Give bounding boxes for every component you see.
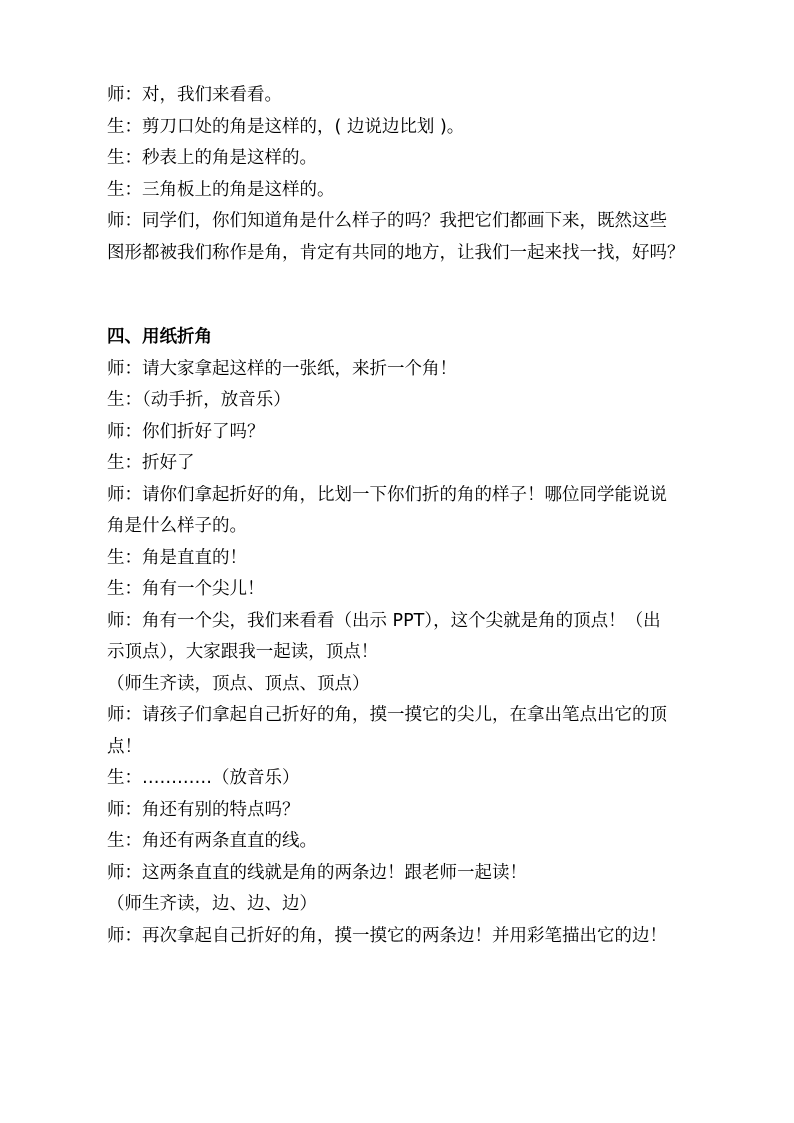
dialogue-line: 生：剪刀口处的角是这样的，( 边说边比划 )。 xyxy=(107,116,465,137)
dialogue-line: 生：（动手折，放音乐） xyxy=(107,390,291,410)
dialogue-line: 点！ xyxy=(107,736,142,757)
dialogue-line: 生：…………（放音乐） xyxy=(107,768,300,788)
dialogue-line: 师：你们折好了吗？ xyxy=(107,421,265,442)
dialogue-line: 师：对，我们来看看。 xyxy=(107,85,282,105)
dialogue-line: 角是什么样子的。 xyxy=(107,516,247,536)
dialogue-line: 师：同学们，你们知道角是什么样子的吗？我把它们都画下来，既然这些 xyxy=(107,211,667,231)
dialogue-line: 师：这两条直直的线就是角的两条边！跟老师一起读！ xyxy=(107,862,527,883)
section-spacer xyxy=(107,269,717,322)
dialogue-line: 师：请大家拿起这样的一张纸，来折一个角！ xyxy=(107,358,457,379)
dialogue-line: 生：秒表上的角是这样的。 xyxy=(107,148,317,168)
dialogue-line: 图形都被我们称作是角，肯定有共同的地方，让我们一起来找一找，好吗？ xyxy=(107,242,685,263)
dialogue-line: 师：再次拿起自己折好的角，摸一摸它的两条边！并用彩笔描出它的边！ xyxy=(107,925,667,946)
dialogue-line: （师生齐读，顶点、顶点、顶点） xyxy=(107,673,370,694)
dialogue-line: 师：角还有别的特点吗？ xyxy=(107,799,300,820)
dialogue-line: 师：角有一个尖，我们来看看（出示 PPT），这个尖就是角的顶点！（出 xyxy=(107,610,661,631)
dialogue-line: 生：角有一个尖儿！ xyxy=(107,579,265,599)
dialogue-line: 生：折好了 xyxy=(107,453,195,473)
document-page xyxy=(107,80,717,952)
section-heading: 四、用纸折角 xyxy=(107,327,212,347)
dialogue-line: 生：三角板上的角是这样的。 xyxy=(107,179,335,200)
dialogue-line: 师：请你们拿起折好的角，比划一下你们折的角的样子！哪位同学能说说 xyxy=(107,484,667,505)
dialogue-line: 示顶点），大家跟我一起读，顶点！ xyxy=(107,642,379,662)
dialogue-line: 生：角还有两条直直的线。 xyxy=(107,831,317,851)
dialogue-line: （师生齐读，边、边、边） xyxy=(107,894,317,914)
dialogue-line: 生：角是直直的！ xyxy=(107,547,247,568)
dialogue-line: 师：请孩子们拿起自己折好的角，摸一摸它的尖儿，在拿出笔点出它的顶 xyxy=(107,705,667,725)
